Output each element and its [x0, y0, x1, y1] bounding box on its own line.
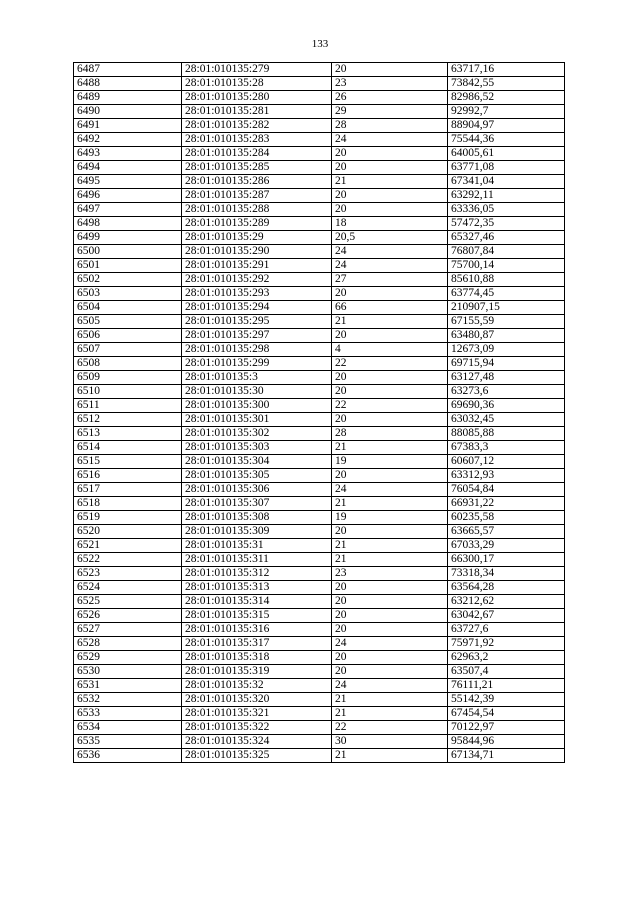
row-number-cell: 6503	[74, 287, 182, 301]
row-number-cell: 6491	[74, 119, 182, 133]
cadastral-number-cell: 28:01:010135:306	[182, 483, 332, 497]
table-row	[74, 119, 565, 133]
table-row	[74, 595, 565, 609]
table-row	[74, 581, 565, 595]
cadastral-number-cell: 28:01:010135:279	[182, 63, 332, 77]
row-number-cell: 6488	[74, 77, 182, 91]
value-cell: 67341,04	[448, 175, 565, 189]
value-cell: 63032,45	[448, 413, 565, 427]
table-row	[74, 287, 565, 301]
row-number-cell: 6517	[74, 483, 182, 497]
value-cell: 66300,17	[448, 553, 565, 567]
cadastral-number-cell: 28:01:010135:285	[182, 161, 332, 175]
row-number-cell: 6494	[74, 161, 182, 175]
table-row	[74, 385, 565, 399]
row-number-cell: 6511	[74, 399, 182, 413]
table-row	[74, 553, 565, 567]
area-cell: 20	[332, 581, 448, 595]
value-cell: 63564,28	[448, 581, 565, 595]
value-cell: 12673,09	[448, 343, 565, 357]
value-cell: 63292,11	[448, 189, 565, 203]
area-cell: 18	[332, 217, 448, 231]
row-number-cell: 6524	[74, 581, 182, 595]
row-number-cell: 6515	[74, 455, 182, 469]
row-number-cell: 6498	[74, 217, 182, 231]
area-cell: 24	[332, 133, 448, 147]
row-number-cell: 6535	[74, 735, 182, 749]
table-row	[74, 105, 565, 119]
table-row	[74, 483, 565, 497]
value-cell: 63127,48	[448, 371, 565, 385]
value-cell: 75700,14	[448, 259, 565, 273]
value-cell: 88904,97	[448, 119, 565, 133]
table-row	[74, 231, 565, 245]
row-number-cell: 6526	[74, 609, 182, 623]
table-row	[74, 203, 565, 217]
parcel-table-body	[74, 63, 565, 763]
value-cell: 210907,15	[448, 301, 565, 315]
value-cell: 63336,05	[448, 203, 565, 217]
row-number-cell: 6508	[74, 357, 182, 371]
table-row	[74, 511, 565, 525]
cadastral-number-cell: 28:01:010135:32	[182, 679, 332, 693]
value-cell: 75971,92	[448, 637, 565, 651]
value-cell: 63771,08	[448, 161, 565, 175]
value-cell: 60607,12	[448, 455, 565, 469]
cadastral-number-cell: 28:01:010135:290	[182, 245, 332, 259]
value-cell: 63717,16	[448, 63, 565, 77]
area-cell: 24	[332, 637, 448, 651]
cadastral-number-cell: 28:01:010135:292	[182, 273, 332, 287]
row-number-cell: 6531	[74, 679, 182, 693]
cadastral-number-cell: 28:01:010135:289	[182, 217, 332, 231]
value-cell: 88085,88	[448, 427, 565, 441]
cadastral-number-cell: 28:01:010135:29	[182, 231, 332, 245]
row-number-cell: 6528	[74, 637, 182, 651]
cadastral-number-cell: 28:01:010135:280	[182, 91, 332, 105]
value-cell: 67454,54	[448, 707, 565, 721]
area-cell: 28	[332, 427, 448, 441]
row-number-cell: 6525	[74, 595, 182, 609]
cadastral-number-cell: 28:01:010135:286	[182, 175, 332, 189]
area-cell: 21	[332, 539, 448, 553]
row-number-cell: 6495	[74, 175, 182, 189]
cadastral-number-cell: 28:01:010135:321	[182, 707, 332, 721]
row-number-cell: 6523	[74, 567, 182, 581]
row-number-cell: 6534	[74, 721, 182, 735]
value-cell: 75544,36	[448, 133, 565, 147]
table-row	[74, 525, 565, 539]
cadastral-number-cell: 28:01:010135:308	[182, 511, 332, 525]
row-number-cell: 6505	[74, 315, 182, 329]
table-row	[74, 217, 565, 231]
table-row	[74, 679, 565, 693]
row-number-cell: 6499	[74, 231, 182, 245]
area-cell: 20	[332, 203, 448, 217]
cadastral-number-cell: 28:01:010135:287	[182, 189, 332, 203]
area-cell: 21	[332, 441, 448, 455]
area-cell: 21	[332, 553, 448, 567]
area-cell: 23	[332, 77, 448, 91]
row-number-cell: 6519	[74, 511, 182, 525]
area-cell: 20	[332, 609, 448, 623]
area-cell: 4	[332, 343, 448, 357]
table-row	[74, 749, 565, 763]
row-number-cell: 6493	[74, 147, 182, 161]
cadastral-number-cell: 28:01:010135:305	[182, 469, 332, 483]
area-cell: 20	[332, 469, 448, 483]
table-row	[74, 175, 565, 189]
table-row	[74, 567, 565, 581]
value-cell: 67155,59	[448, 315, 565, 329]
row-number-cell: 6529	[74, 651, 182, 665]
cadastral-number-cell: 28:01:010135:315	[182, 609, 332, 623]
area-cell: 19	[332, 511, 448, 525]
table-row	[74, 469, 565, 483]
area-cell: 20	[332, 413, 448, 427]
area-cell: 20	[332, 287, 448, 301]
value-cell: 69715,94	[448, 357, 565, 371]
cadastral-number-cell: 28:01:010135:282	[182, 119, 332, 133]
table-row	[74, 609, 565, 623]
value-cell: 64005,61	[448, 147, 565, 161]
area-cell: 19	[332, 455, 448, 469]
cadastral-number-cell: 28:01:010135:295	[182, 315, 332, 329]
cadastral-number-cell: 28:01:010135:297	[182, 329, 332, 343]
table-row	[74, 693, 565, 707]
cadastral-number-cell: 28:01:010135:30	[182, 385, 332, 399]
value-cell: 63273,6	[448, 385, 565, 399]
cadastral-number-cell: 28:01:010135:312	[182, 567, 332, 581]
value-cell: 69690,36	[448, 399, 565, 413]
table-row	[74, 721, 565, 735]
row-number-cell: 6490	[74, 105, 182, 119]
row-number-cell: 6507	[74, 343, 182, 357]
cadastral-number-cell: 28:01:010135:31	[182, 539, 332, 553]
table-row	[74, 273, 565, 287]
area-cell: 20	[332, 665, 448, 679]
row-number-cell: 6530	[74, 665, 182, 679]
cadastral-number-cell: 28:01:010135:314	[182, 595, 332, 609]
area-cell: 20	[332, 161, 448, 175]
value-cell: 63774,45	[448, 287, 565, 301]
table-row	[74, 91, 565, 105]
table-row	[74, 301, 565, 315]
value-cell: 73318,34	[448, 567, 565, 581]
row-number-cell: 6506	[74, 329, 182, 343]
value-cell: 70122,97	[448, 721, 565, 735]
cadastral-number-cell: 28:01:010135:299	[182, 357, 332, 371]
row-number-cell: 6520	[74, 525, 182, 539]
area-cell: 29	[332, 105, 448, 119]
value-cell: 85610,88	[448, 273, 565, 287]
table-row	[74, 77, 565, 91]
cadastral-number-cell: 28:01:010135:325	[182, 749, 332, 763]
cadastral-number-cell: 28:01:010135:324	[182, 735, 332, 749]
table-row	[74, 623, 565, 637]
area-cell: 21	[332, 749, 448, 763]
table-row	[74, 357, 565, 371]
area-cell: 22	[332, 399, 448, 413]
value-cell: 73842,55	[448, 77, 565, 91]
value-cell: 95844,96	[448, 735, 565, 749]
value-cell: 63312,93	[448, 469, 565, 483]
area-cell: 20	[332, 651, 448, 665]
row-number-cell: 6500	[74, 245, 182, 259]
table-row	[74, 245, 565, 259]
value-cell: 66931,22	[448, 497, 565, 511]
row-number-cell: 6502	[74, 273, 182, 287]
value-cell: 63665,57	[448, 525, 565, 539]
cadastral-number-cell: 28:01:010135:313	[182, 581, 332, 595]
row-number-cell: 6522	[74, 553, 182, 567]
area-cell: 21	[332, 175, 448, 189]
area-cell: 21	[332, 693, 448, 707]
value-cell: 62963,2	[448, 651, 565, 665]
area-cell: 24	[332, 245, 448, 259]
area-cell: 21	[332, 497, 448, 511]
cadastral-number-cell: 28:01:010135:307	[182, 497, 332, 511]
table-row	[74, 427, 565, 441]
cadastral-number-cell: 28:01:010135:281	[182, 105, 332, 119]
row-number-cell: 6521	[74, 539, 182, 553]
cadastral-number-cell: 28:01:010135:301	[182, 413, 332, 427]
area-cell: 22	[332, 721, 448, 735]
row-number-cell: 6532	[74, 693, 182, 707]
parcel-table	[73, 62, 565, 763]
value-cell: 63042,67	[448, 609, 565, 623]
table-row	[74, 329, 565, 343]
area-cell: 20	[332, 525, 448, 539]
table-row	[74, 147, 565, 161]
table-row	[74, 455, 565, 469]
area-cell: 20	[332, 595, 448, 609]
table-row	[74, 497, 565, 511]
cadastral-number-cell: 28:01:010135:316	[182, 623, 332, 637]
row-number-cell: 6514	[74, 441, 182, 455]
row-number-cell: 6487	[74, 63, 182, 77]
row-number-cell: 6492	[74, 133, 182, 147]
table-row	[74, 371, 565, 385]
row-number-cell: 6504	[74, 301, 182, 315]
value-cell: 63480,87	[448, 329, 565, 343]
table-row	[74, 665, 565, 679]
cadastral-number-cell: 28:01:010135:320	[182, 693, 332, 707]
area-cell: 20	[332, 189, 448, 203]
area-cell: 66	[332, 301, 448, 315]
cadastral-number-cell: 28:01:010135:303	[182, 441, 332, 455]
area-cell: 24	[332, 483, 448, 497]
value-cell: 63212,62	[448, 595, 565, 609]
cadastral-number-cell: 28:01:010135:293	[182, 287, 332, 301]
cadastral-number-cell: 28:01:010135:288	[182, 203, 332, 217]
area-cell: 20	[332, 147, 448, 161]
area-cell: 23	[332, 567, 448, 581]
cadastral-number-cell: 28:01:010135:28	[182, 77, 332, 91]
value-cell: 67383,3	[448, 441, 565, 455]
row-number-cell: 6489	[74, 91, 182, 105]
area-cell: 30	[332, 735, 448, 749]
table-row	[74, 315, 565, 329]
table-row	[74, 259, 565, 273]
row-number-cell: 6496	[74, 189, 182, 203]
area-cell: 24	[332, 259, 448, 273]
value-cell: 55142,39	[448, 693, 565, 707]
row-number-cell: 6512	[74, 413, 182, 427]
cadastral-number-cell: 28:01:010135:319	[182, 665, 332, 679]
cadastral-number-cell: 28:01:010135:311	[182, 553, 332, 567]
cadastral-number-cell: 28:01:010135:284	[182, 147, 332, 161]
cadastral-number-cell: 28:01:010135:283	[182, 133, 332, 147]
row-number-cell: 6536	[74, 749, 182, 763]
table-row	[74, 63, 565, 77]
area-cell: 27	[332, 273, 448, 287]
row-number-cell: 6509	[74, 371, 182, 385]
table-row	[74, 539, 565, 553]
row-number-cell: 6497	[74, 203, 182, 217]
cadastral-number-cell: 28:01:010135:300	[182, 399, 332, 413]
table-row	[74, 441, 565, 455]
table-row	[74, 399, 565, 413]
table-row	[74, 161, 565, 175]
row-number-cell: 6513	[74, 427, 182, 441]
cadastral-number-cell: 28:01:010135:304	[182, 455, 332, 469]
cadastral-number-cell: 28:01:010135:322	[182, 721, 332, 735]
row-number-cell: 6501	[74, 259, 182, 273]
page-number: 133	[311, 38, 329, 50]
row-number-cell: 6516	[74, 469, 182, 483]
value-cell: 63727,6	[448, 623, 565, 637]
table-row	[74, 651, 565, 665]
cadastral-number-cell: 28:01:010135:291	[182, 259, 332, 273]
table-row	[74, 133, 565, 147]
row-number-cell: 6518	[74, 497, 182, 511]
cadastral-number-cell: 28:01:010135:309	[182, 525, 332, 539]
area-cell: 20	[332, 63, 448, 77]
value-cell: 92992,7	[448, 105, 565, 119]
area-cell: 20	[332, 371, 448, 385]
area-cell: 20	[332, 385, 448, 399]
value-cell: 67033,29	[448, 539, 565, 553]
value-cell: 65327,46	[448, 231, 565, 245]
area-cell: 28	[332, 119, 448, 133]
value-cell: 63507,4	[448, 665, 565, 679]
value-cell: 76054,84	[448, 483, 565, 497]
area-cell: 22	[332, 357, 448, 371]
value-cell: 76111,21	[448, 679, 565, 693]
area-cell: 26	[332, 91, 448, 105]
cadastral-number-cell: 28:01:010135:302	[182, 427, 332, 441]
table-row	[74, 735, 565, 749]
value-cell: 82986,52	[448, 91, 565, 105]
cadastral-number-cell: 28:01:010135:294	[182, 301, 332, 315]
area-cell: 24	[332, 679, 448, 693]
cadastral-number-cell: 28:01:010135:317	[182, 637, 332, 651]
area-cell: 20	[332, 329, 448, 343]
value-cell: 57472,35	[448, 217, 565, 231]
value-cell: 60235,58	[448, 511, 565, 525]
row-number-cell: 6510	[74, 385, 182, 399]
area-cell: 20,5	[332, 231, 448, 245]
table-row	[74, 637, 565, 651]
cadastral-number-cell: 28:01:010135:298	[182, 343, 332, 357]
table-row	[74, 189, 565, 203]
area-cell: 21	[332, 707, 448, 721]
area-cell: 20	[332, 623, 448, 637]
row-number-cell: 6533	[74, 707, 182, 721]
value-cell: 76807,84	[448, 245, 565, 259]
value-cell: 67134,71	[448, 749, 565, 763]
area-cell: 21	[332, 315, 448, 329]
cadastral-number-cell: 28:01:010135:318	[182, 651, 332, 665]
row-number-cell: 6527	[74, 623, 182, 637]
table-row	[74, 343, 565, 357]
table-row	[74, 707, 565, 721]
cadastral-number-cell: 28:01:010135:3	[182, 371, 332, 385]
table-row	[74, 413, 565, 427]
